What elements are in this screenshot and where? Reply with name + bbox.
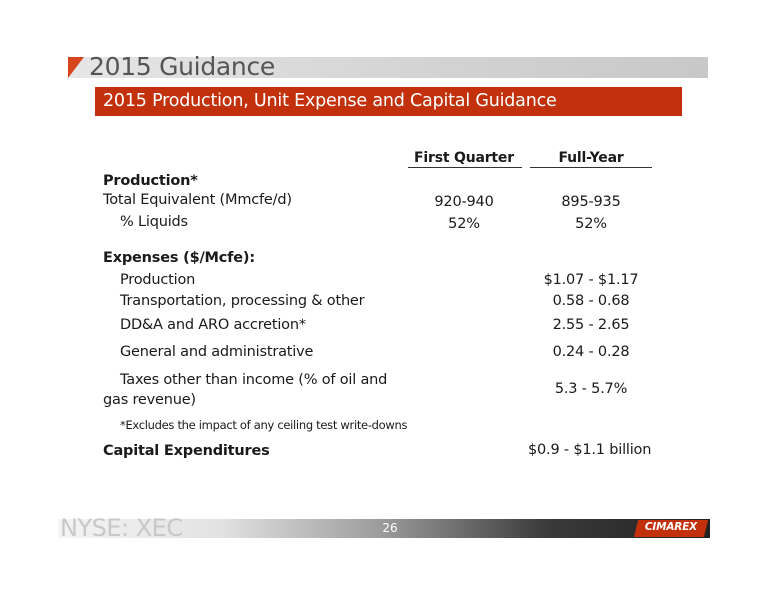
value-dda-fy: 2.55 - 2.65 [552,317,630,333]
column-header-first-quarter: First Quarter [414,150,514,166]
row-label-total-equivalent: Total Equivalent (Mmcfe/d) [103,192,292,208]
row-label-general-admin: General and administrative [120,344,314,360]
column-rule-full-year [530,167,652,168]
value-taxes-fy: 5.3 - 5.7% [554,381,628,397]
value-capex-fy: $0.9 - $1.1 billion [528,442,652,458]
value-total-equivalent-fy: 895-935 [561,194,621,210]
production-heading: Production* [103,173,198,189]
value-production-expense-fy: $1.07 - $1.17 [543,272,639,288]
ticker-symbol: NYSE: XEC [60,514,183,542]
row-label-dda: DD&A and ARO accretion* [120,317,306,333]
value-general-admin-fy: 0.24 - 0.28 [552,344,630,360]
value-liquids-q1: 52% [448,216,480,232]
section-banner: 2015 Production, Unit Expense and Capital Guidance [95,87,682,116]
value-transportation-fy: 0.58 - 0.68 [552,293,630,309]
row-label-taxes-line2: gas revenue) [103,392,196,408]
footnote: *Excludes the impact of any ceiling test write-downs [120,418,408,432]
row-label-liquids: % Liquids [120,214,188,230]
row-label-taxes-line1: Taxes other than income (% of oil and [120,372,388,388]
expenses-heading: Expenses ($/Mcfe): [103,250,255,266]
slide-title: 2015 Guidance [89,52,275,81]
value-liquids-fy: 52% [575,216,607,232]
header-accent-triangle [68,57,84,78]
column-header-full-year: Full-Year [558,150,624,166]
row-label-production-expense: Production [120,272,196,288]
page-number: 26 [382,521,398,535]
company-logo-text: CIMAREX [644,521,698,533]
row-label-transportation: Transportation, processing & other [120,293,365,309]
column-rule-first-quarter [408,167,522,168]
capex-label: Capital Expenditures [103,443,270,459]
value-total-equivalent-q1: 920-940 [434,194,494,210]
